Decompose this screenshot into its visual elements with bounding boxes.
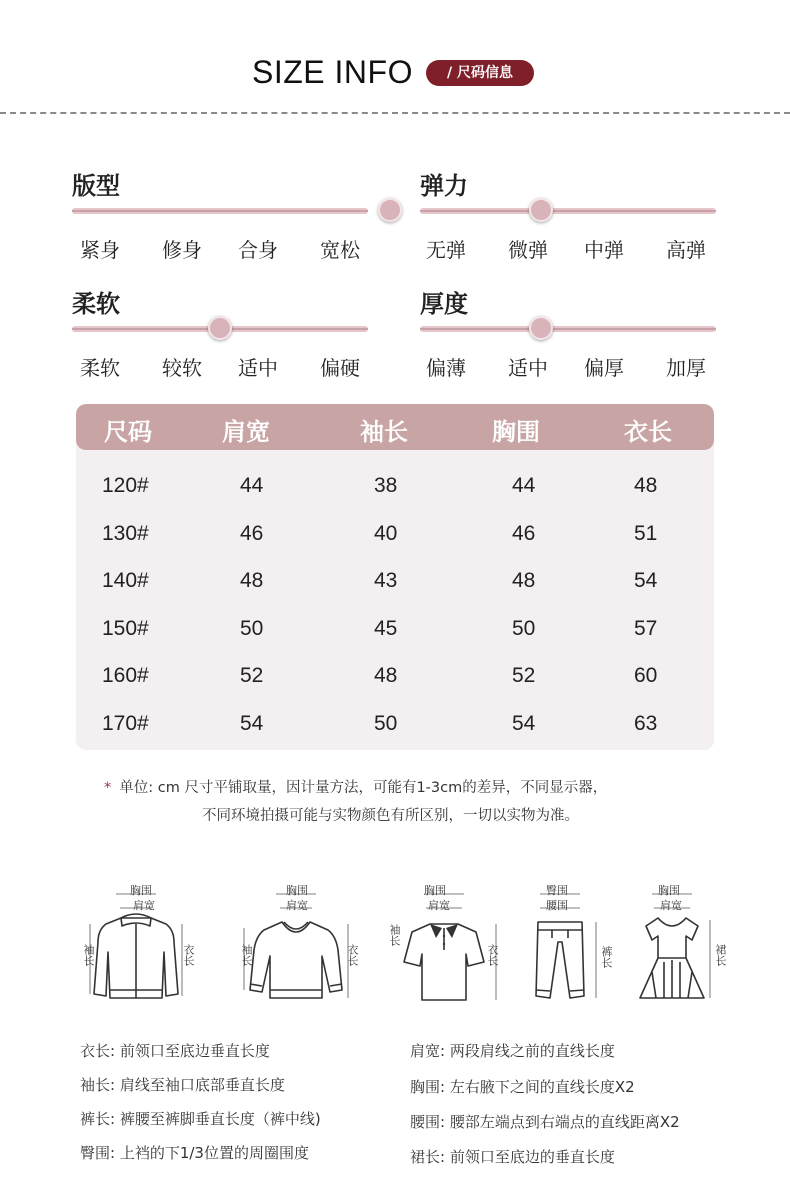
label-waist: 腰围 bbox=[546, 899, 568, 912]
scale-label: 加厚 bbox=[666, 356, 706, 380]
value-cell: 50 bbox=[512, 616, 536, 640]
label-chest: 胸围 bbox=[424, 884, 446, 897]
label-shoulder: 肩宽 bbox=[428, 899, 450, 912]
label-pants-length: 裤长 bbox=[600, 946, 613, 968]
scale-knob bbox=[208, 316, 232, 340]
table-header bbox=[76, 404, 714, 450]
label-length: 衣长 bbox=[346, 944, 359, 966]
scale-labels bbox=[420, 234, 720, 264]
page-title: SIZE INFO bbox=[252, 54, 413, 90]
dashed-divider bbox=[0, 112, 790, 114]
scale-label: 偏厚 bbox=[584, 356, 624, 380]
column-header: 胸围 bbox=[492, 418, 540, 446]
value-cell: 44 bbox=[240, 474, 264, 497]
size-cell: 120# bbox=[102, 474, 149, 497]
value-cell: 51 bbox=[634, 521, 658, 545]
definition-item: 臀围: 上裆的下1/3位置的周圈围度 bbox=[80, 1144, 309, 1162]
label-shoulder: 肩宽 bbox=[133, 899, 155, 912]
value-cell: 57 bbox=[634, 616, 658, 640]
label-chest: 胸围 bbox=[286, 884, 308, 897]
scale-track bbox=[420, 208, 716, 214]
jacket-diagram bbox=[76, 880, 196, 1010]
scale-knob bbox=[529, 316, 553, 340]
definition-item: 裙长: 前领口至底边的垂直长度 bbox=[410, 1148, 615, 1166]
scale-knob bbox=[529, 198, 553, 222]
column-header: 尺码 bbox=[104, 418, 152, 446]
scale-label: 高弹 bbox=[666, 238, 706, 262]
value-cell: 50 bbox=[374, 712, 398, 735]
scale-label: 无弹 bbox=[426, 238, 466, 262]
column-header: 袖长 bbox=[360, 418, 408, 446]
note-star-icon: * bbox=[104, 780, 112, 796]
value-cell: 46 bbox=[240, 521, 264, 545]
scale-label: 修身 bbox=[162, 238, 202, 262]
size-table bbox=[76, 404, 714, 750]
dress-diagram bbox=[612, 880, 732, 1010]
scale-label: 微弹 bbox=[508, 238, 548, 262]
note-line bbox=[104, 774, 744, 802]
scale-labels bbox=[420, 352, 720, 382]
size-cell: 130# bbox=[102, 521, 149, 545]
value-cell: 48 bbox=[634, 474, 658, 497]
value-cell: 48 bbox=[512, 569, 536, 593]
scale-title: 厚度 bbox=[420, 290, 468, 318]
polo-diagram bbox=[384, 880, 504, 1010]
value-cell: 60 bbox=[634, 664, 658, 688]
definition-item: 裤长: 裤腰至裤脚垂直长度（裤中线) bbox=[80, 1110, 321, 1128]
label-chest: 胸围 bbox=[130, 884, 152, 897]
value-cell: 38 bbox=[374, 474, 398, 497]
definition-item: 衣长: 前领口至底边垂直长度 bbox=[80, 1042, 270, 1060]
scale-label: 较软 bbox=[162, 356, 202, 380]
definition-item: 胸围: 左右腋下之间的直线长度X2 bbox=[410, 1078, 635, 1096]
column-header: 衣长 bbox=[624, 418, 672, 446]
label-chest: 胸围 bbox=[658, 884, 680, 897]
scale-fit bbox=[72, 166, 372, 266]
value-cell: 48 bbox=[374, 664, 398, 688]
value-cell: 54 bbox=[634, 569, 658, 593]
scale-labels bbox=[72, 234, 372, 264]
table-row bbox=[76, 569, 714, 617]
scale-elasticity bbox=[420, 166, 720, 266]
table-row bbox=[76, 522, 714, 570]
title-badge: / 尺码信息 bbox=[426, 60, 534, 86]
label-length: 衣长 bbox=[486, 944, 499, 966]
table-row bbox=[76, 617, 714, 665]
scale-label: 适中 bbox=[238, 356, 278, 380]
size-cell: 160# bbox=[102, 664, 149, 688]
scale-label: 柔软 bbox=[80, 356, 120, 380]
value-cell: 52 bbox=[512, 664, 536, 688]
measurement-note bbox=[104, 774, 744, 830]
scale-title: 弹力 bbox=[420, 172, 468, 200]
value-cell: 50 bbox=[240, 616, 264, 640]
header bbox=[0, 52, 790, 96]
note-text: 单位: cm 尺寸平铺取量，因计量方法，可能有1-3cm的差异，不同显示器， bbox=[119, 780, 608, 796]
label-sleeve: 袖长 bbox=[240, 944, 253, 966]
scale-knob bbox=[378, 198, 402, 222]
column-header: 肩宽 bbox=[222, 418, 270, 446]
value-cell: 54 bbox=[512, 712, 536, 735]
note-line: 不同环境拍摄可能与实物颜色有所区别，一切以实物为准。 bbox=[202, 808, 579, 824]
scale-track bbox=[72, 208, 368, 214]
size-cell: 170# bbox=[102, 712, 149, 735]
definition-item: 肩宽: 两段肩线之前的直线长度 bbox=[410, 1042, 615, 1060]
definition-item: 袖长: 肩线至袖口底部垂直长度 bbox=[80, 1076, 285, 1094]
value-cell: 54 bbox=[240, 712, 264, 735]
value-cell: 52 bbox=[240, 664, 264, 688]
scale-label: 中弹 bbox=[584, 238, 624, 262]
value-cell: 46 bbox=[512, 521, 536, 545]
value-cell: 48 bbox=[240, 569, 264, 593]
scale-thickness bbox=[420, 284, 720, 384]
label-shoulder: 肩宽 bbox=[286, 899, 308, 912]
scale-title: 版型 bbox=[72, 172, 120, 200]
label-sleeve: 袖长 bbox=[82, 944, 95, 966]
scale-label: 合身 bbox=[238, 238, 278, 262]
label-dress-length: 裙长 bbox=[714, 944, 727, 966]
value-cell: 63 bbox=[634, 712, 658, 735]
value-cell: 40 bbox=[374, 521, 398, 545]
definition-item: 腰围: 腰部左端点到右端点的直线距离X2 bbox=[410, 1113, 680, 1131]
label-hip: 臀围 bbox=[546, 884, 568, 897]
scale-label: 偏硬 bbox=[320, 356, 360, 380]
sweater-diagram bbox=[236, 880, 359, 1010]
size-cell: 150# bbox=[102, 616, 149, 640]
size-cell: 140# bbox=[102, 569, 149, 593]
scale-label: 紧身 bbox=[80, 238, 120, 262]
value-cell: 43 bbox=[374, 569, 398, 593]
table-row bbox=[76, 664, 714, 712]
value-cell: 45 bbox=[374, 616, 398, 640]
label-length: 衣长 bbox=[182, 944, 195, 966]
scale-track bbox=[420, 326, 716, 332]
label-shoulder: 肩宽 bbox=[660, 899, 682, 912]
scale-title: 柔软 bbox=[72, 290, 120, 318]
table-row bbox=[76, 474, 714, 522]
scale-label: 偏薄 bbox=[426, 356, 466, 380]
scale-label: 适中 bbox=[508, 356, 548, 380]
table-row bbox=[76, 712, 714, 750]
label-sleeve: 袖长 bbox=[388, 924, 401, 946]
scale-labels bbox=[72, 352, 372, 382]
scale-softness bbox=[72, 284, 372, 384]
value-cell: 44 bbox=[512, 474, 536, 497]
scale-label: 宽松 bbox=[320, 238, 360, 262]
pants-diagram bbox=[500, 880, 620, 1010]
